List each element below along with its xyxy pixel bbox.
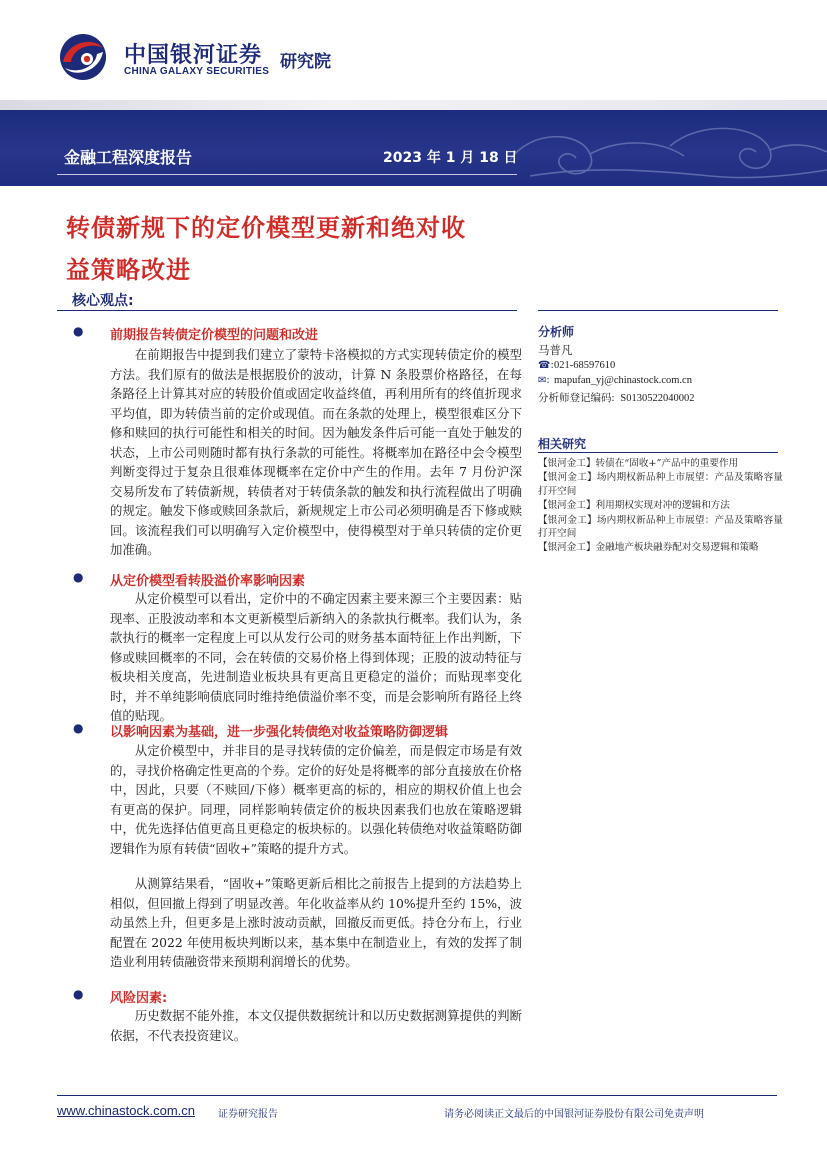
banner-underline [57, 174, 517, 175]
section-heading: 前期报告转债定价模型的问题和改进 [110, 328, 319, 343]
related-list [538, 457, 783, 556]
related-heading: 相关研究 [538, 437, 587, 451]
analyst-email [538, 375, 692, 386]
section-paragraph: 从定价模型可以看出，定价中的不确定因素主要来源三个主要因素：贴现率、正股波动率和本文更新模型后新纳入的条款执行概率。我们认为，条款执行的概率一定程度上可以从发行公司的财务基本面特征上作出判断，下修或赎回概率的不同，会在转债的交易价格上得到体现；正股的波动特征与板块相关度高，先进制造业板块具有更高且更稳定的溢价；而贴现率变化时，并不单纯影响债底同时维持绝债溢价率不变，而是会影响所有路径上终值的贴现。 [110, 591, 522, 723]
core-heading: 核心观点: [72, 293, 134, 309]
bullet-icon: ● [73, 721, 84, 735]
cloud-pattern-icon [470, 110, 827, 186]
phone-icon: ☎: [538, 360, 554, 371]
related-item[interactable]: 【银河金工】场内期权新品种上市展望：产品及策略容量打开空间 [538, 514, 783, 540]
divider [538, 452, 778, 453]
registration-code: S0130522040002 [620, 393, 695, 404]
report-title [66, 207, 536, 291]
section-paragraph: 从定价模型中，并非目的是寻找转债的定价偏差，而是假定市场是有效的，寻找价格确定性更高的个券。定价的好处是将概率的部分直接放在价格中，因此，只要（不赎回/下修）概率更高的标的，相应的期权价值上也会有更高的保护。同理，同样影响转债定价的板块因素我们也放在策略逻辑中，优先选择估值更高且更稳定的板块标的。以强化转债绝对收益策略防御逻辑作为原有转债“固收+”策略的提升方式。 [110, 743, 522, 856]
section-heading: 从定价模型看转股溢价率影响因素 [110, 574, 306, 589]
banner-top-strip [0, 100, 827, 110]
mail-icon: ✉: [538, 375, 550, 386]
bullet-icon: ● [73, 570, 84, 584]
report-date: 2023 年 1 月 18 日 [383, 150, 518, 166]
registration-label: 分析师登记编码: [538, 393, 615, 404]
analyst-name: 马普凡 [538, 343, 573, 357]
title-line: 转债新规下的定价模型更新和绝对收 [66, 214, 466, 242]
bullet-icon: ● [73, 987, 84, 1001]
brand-name-en: CHINA GALAXY SECURITIES [124, 66, 270, 77]
related-item[interactable]: 【银河金工】场内期权新品种上市展望：产品及策略容量打开空间 [538, 472, 783, 497]
section-paragraph: 历史数据不能外推，本文仅提供数据统计和以历史数据测算提供的判断依据，不代表投资建议。 [110, 1008, 522, 1043]
title-line: 益策略改进 [66, 256, 191, 284]
email-address[interactable]: mapufan_yj@chinastock.com.cn [554, 375, 692, 386]
related-item[interactable]: 【银河金工】转债在“固收+”产品中的重要作用 [538, 458, 739, 469]
section-paragraph: 在前期报告中提到我们建立了蒙特卡洛模拟的方式实现转债定价的模型方法。我们原有的做法是根据股价的波动，计算 N 条股票价格路径，在每条路径上计算其对应的转股价值或固定收益终值，再利用所有的终值折现求平均值，即为转债当前的定价或现值。而在条款的处理上，模型很难区分下修和赎回的执行可能性和相关的时间。因为触发条件后可能一直处于触发的状态，上市公司则随时都有执行条款的可能性。将概率加在路径中会令模型判断变得过于复杂且很难体现概率在定价中产生的作用。去年 7 月份沪深交易所发布了转债新规，转债者对于转债条款的触发和执行流程做出了明确的规定。触发下修或赎回条款后，新规规定上市公司必须明确是否下修或赎回。该流程我们可以明确写入定价模型中，使得模型对于单只转债的定价更加准确。 [110, 347, 522, 557]
report-type: 金融工程深度报告 [64, 148, 193, 167]
section-paragraph: 从测算结果看，“固收+”策略更新后相比之前报告上提到的方法趋势上相似，但回撤上得到了明显改善。年化收益率从约 10%提升至约 15%，波动虽然上升，但更多是上涨时波动贡献，回撤反而更低。持仓分布上，行业配置在 2022 年使用板块判断以来，基本集中在制造业上，有效的发挥了制造业利用转债融资带来预期利润增长的优势。 [110, 876, 522, 969]
related-item[interactable]: 【银河金工】利用期权实现对冲的逻辑和方法 [538, 500, 730, 512]
footer-disclaimer: 请务必阅读正文最后的中国银河证券股份有限公司免责声明 [444, 1109, 704, 1120]
website-link[interactable]: www.chinastock.com.cn [57, 1103, 195, 1118]
footer-divider [57, 1095, 777, 1096]
institute-label: 研究院 [280, 52, 331, 72]
footer-report-label: 证券研究报告 [218, 1109, 278, 1120]
analyst-phone [538, 360, 615, 371]
phone-number: 021-68597610 [554, 360, 616, 371]
analyst-registration [538, 390, 695, 405]
related-item[interactable]: 【银河金工】金融地产板块融券配对交易逻辑和策略 [538, 542, 759, 554]
brand-name: 中国银河证券 [124, 43, 263, 68]
divider [57, 310, 517, 311]
section-heading: 以影响因素为基础，进一步强化转债绝对收益策略防御逻辑 [110, 725, 449, 740]
analyst-heading: 分析师 [538, 325, 575, 339]
divider [538, 310, 778, 311]
section-heading: 风险因素: [110, 991, 168, 1006]
bullet-icon: ● [73, 324, 84, 338]
galaxy-swirl-icon [57, 32, 109, 82]
